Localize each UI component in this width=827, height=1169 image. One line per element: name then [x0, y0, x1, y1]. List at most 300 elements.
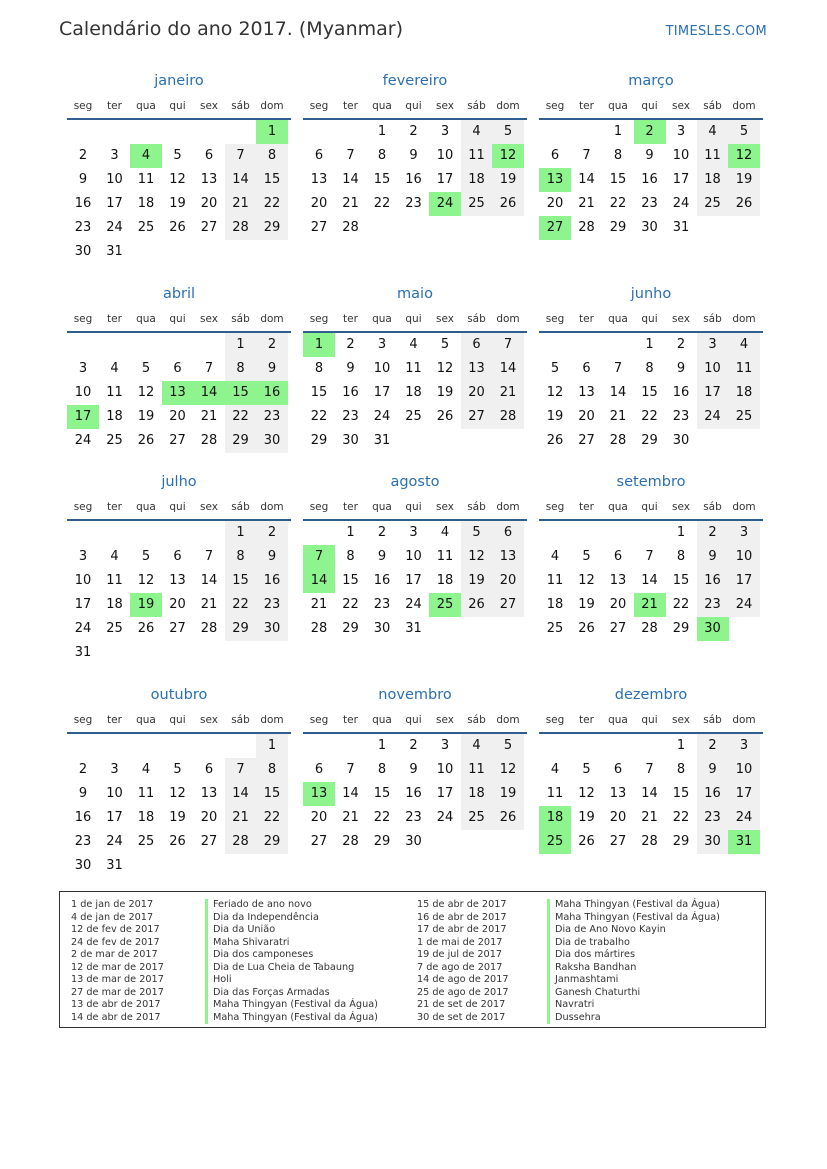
day-cell: 26: [492, 192, 524, 216]
day-cell: 24: [697, 405, 729, 429]
day-cell: 10: [436, 762, 454, 777]
day-cell: 20: [609, 810, 627, 825]
day-cell: 21: [200, 597, 218, 612]
day-cell: 1: [256, 734, 288, 758]
day-cell: 11: [106, 385, 123, 400]
day-cell: 30: [256, 429, 288, 453]
day-cell: 2: [676, 337, 686, 352]
day-cell: 30: [256, 617, 288, 641]
day-cell: 1: [225, 521, 257, 545]
day-cell: 29: [609, 220, 627, 235]
weekday-header: dom: [732, 714, 756, 726]
day-cell: 16: [697, 569, 729, 593]
day-cell: 28: [641, 834, 658, 849]
weekday-header: dom: [496, 100, 520, 112]
day-cell: 2: [256, 333, 288, 357]
day-cell: 28: [225, 830, 257, 854]
day-cell: 9: [256, 357, 288, 381]
weekday-header: sex: [672, 501, 690, 513]
day-cell: 29: [256, 830, 288, 854]
day-cell: 12: [436, 361, 454, 376]
day-cell: 4: [550, 549, 560, 564]
day-cell: 29: [672, 621, 690, 636]
day-cell: 26: [728, 192, 760, 216]
weekday-header: dom: [496, 501, 520, 513]
holiday-day-cell: 15: [225, 381, 257, 405]
weekday-header: sáb: [703, 714, 722, 726]
month-name: dezembro: [614, 687, 688, 703]
day-cell: 20: [310, 196, 328, 211]
day-cell: 3: [110, 762, 119, 777]
day-cell: 9: [78, 172, 88, 187]
day-cell: 27: [578, 433, 595, 448]
holiday-day-cell: 25: [539, 830, 571, 854]
day-cell: 3: [377, 337, 387, 352]
weekday-header: qua: [136, 313, 156, 325]
day-cell: 4: [110, 549, 119, 564]
weekday-header: sex: [672, 714, 690, 726]
day-cell: 30: [373, 621, 391, 636]
day-cell: 3: [110, 148, 119, 163]
day-cell: 14: [342, 172, 359, 187]
day-cell: 1: [377, 124, 387, 139]
day-cell: 22: [310, 409, 328, 424]
day-cell: 21: [342, 196, 359, 211]
day-cell: 14: [609, 385, 627, 400]
day-cell: 8: [346, 549, 355, 564]
day-cell: 24: [405, 597, 422, 612]
month-name: janeiro: [154, 73, 204, 89]
holiday-name: Maha Thingyan (Festival da Água): [547, 912, 720, 925]
holiday-name: Dia dos mártires: [547, 949, 720, 962]
weekday-header: qui: [169, 100, 186, 112]
holiday-day-cell: 13: [303, 782, 335, 806]
day-cell: 9: [346, 361, 355, 376]
weekday-header: qua: [372, 714, 392, 726]
day-cell: 30: [74, 244, 92, 259]
day-cell: 16: [641, 172, 658, 187]
weekday-header: sáb: [703, 501, 722, 513]
holiday-date: 12 de fev de 2017: [71, 924, 160, 935]
weekday-header: sáb: [231, 501, 250, 513]
weekday-header: qui: [405, 501, 422, 513]
holiday-day-cell: 31: [728, 830, 760, 854]
day-cell: 16: [672, 385, 690, 400]
weekday-header: sáb: [231, 313, 250, 325]
day-cell: 31: [672, 220, 690, 235]
holiday-name: Ganesh Chaturthi: [547, 987, 720, 1000]
day-cell: 22: [609, 196, 627, 211]
month-março: [539, 73, 763, 273]
day-cell: 29: [256, 216, 288, 240]
holiday-date: 7 de ago de 2017: [417, 961, 503, 973]
day-cell: 23: [74, 834, 92, 849]
day-cell: 18: [461, 168, 493, 192]
day-cell: 24: [436, 810, 454, 825]
day-cell: 13: [609, 786, 627, 801]
holiday-name: Maha Shivaratri: [205, 937, 378, 950]
day-cell: 18: [405, 385, 422, 400]
day-cell: 26: [461, 593, 493, 617]
weekday-header: ter: [343, 100, 358, 112]
weekday-header: ter: [343, 501, 358, 513]
day-cell: 28: [310, 621, 328, 636]
day-cell: 18: [106, 409, 123, 424]
weekday-header: ter: [579, 100, 594, 112]
day-cell: 18: [728, 381, 760, 405]
weekday-header: seg: [545, 501, 565, 513]
day-cell: 24: [728, 806, 760, 830]
holiday-name: Maha Thingyan (Festival da Água): [205, 1012, 378, 1025]
day-cell: 5: [440, 337, 450, 352]
day-cell: 4: [461, 734, 493, 758]
day-cell: 6: [613, 549, 623, 564]
month-fevereiro: [303, 73, 527, 273]
day-cell: 26: [546, 433, 564, 448]
day-cell: 21: [225, 806, 257, 830]
day-cell: 14: [200, 573, 218, 588]
weekday-header: sáb: [231, 100, 250, 112]
day-cell: 21: [310, 597, 328, 612]
day-cell: 7: [204, 361, 214, 376]
day-cell: 26: [436, 409, 454, 424]
month-name: junho: [630, 286, 672, 302]
day-cell: 20: [169, 409, 186, 424]
day-cell: 8: [225, 545, 257, 569]
weekday-header: sex: [436, 313, 454, 325]
day-cell: 11: [461, 758, 493, 782]
weekday-header: qui: [405, 313, 422, 325]
weekday-header: sáb: [467, 313, 486, 325]
weekday-header: sex: [200, 501, 218, 513]
weekday-header: sex: [672, 313, 690, 325]
day-cell: 4: [697, 120, 729, 144]
day-cell: 25: [106, 433, 123, 448]
day-cell: 25: [405, 409, 422, 424]
day-cell: 16: [697, 782, 729, 806]
day-cell: 7: [225, 144, 257, 168]
day-cell: 19: [492, 782, 524, 806]
day-cell: 25: [546, 621, 564, 636]
day-cell: 14: [225, 782, 257, 806]
day-cell: 15: [256, 168, 288, 192]
day-cell: 17: [436, 172, 454, 187]
day-cell: 18: [546, 597, 564, 612]
holiday-day-cell: 2: [634, 120, 666, 144]
weekday-header: seg: [545, 100, 565, 112]
day-cell: 17: [728, 569, 760, 593]
day-cell: 4: [461, 120, 493, 144]
day-cell: 24: [373, 409, 391, 424]
day-cell: 15: [609, 172, 627, 187]
month-name: outubro: [150, 687, 208, 703]
holiday-day-cell: 1: [256, 120, 288, 144]
day-cell: 17: [436, 786, 454, 801]
day-cell: 18: [461, 782, 493, 806]
day-cell: 27: [169, 621, 186, 636]
holiday-name: Dia dos camponeses: [205, 949, 378, 962]
day-cell: 14: [641, 786, 658, 801]
day-cell: 25: [728, 405, 760, 429]
month-dezembro: [539, 687, 763, 887]
day-cell: 22: [373, 196, 391, 211]
day-cell: 6: [550, 148, 560, 163]
day-cell: 21: [342, 810, 359, 825]
weekday-header: qui: [169, 313, 186, 325]
day-cell: 22: [672, 810, 690, 825]
day-cell: 22: [672, 597, 690, 612]
weekday-header: qui: [641, 714, 658, 726]
day-cell: 3: [440, 738, 450, 753]
weekday-header: qua: [608, 100, 628, 112]
weekday-header: ter: [107, 501, 122, 513]
day-cell: 2: [697, 521, 729, 545]
day-cell: 26: [492, 806, 524, 830]
day-cell: 2: [78, 762, 88, 777]
day-cell: 1: [676, 525, 686, 540]
day-cell: 20: [200, 810, 218, 825]
month-setembro: [539, 474, 763, 674]
weekday-header: qui: [641, 313, 658, 325]
weekday-header: seg: [73, 714, 93, 726]
day-cell: 28: [342, 834, 359, 849]
day-cell: 19: [492, 168, 524, 192]
day-cell: 6: [314, 148, 324, 163]
day-cell: 12: [169, 172, 186, 187]
weekday-header: dom: [260, 100, 284, 112]
day-cell: 17: [697, 381, 729, 405]
weekday-header: seg: [309, 313, 329, 325]
day-cell: 12: [461, 545, 493, 569]
day-cell: 31: [373, 433, 391, 448]
day-cell: 10: [728, 758, 760, 782]
weekday-header: dom: [496, 714, 520, 726]
day-cell: 31: [106, 244, 123, 259]
day-cell: 9: [377, 549, 387, 564]
day-cell: 3: [78, 361, 88, 376]
day-cell: 9: [645, 148, 654, 163]
weekday-header: qua: [608, 501, 628, 513]
day-cell: 1: [676, 738, 686, 753]
weekday-header: dom: [260, 501, 284, 513]
day-cell: 30: [672, 433, 690, 448]
day-cell: 22: [641, 409, 658, 424]
day-cell: 27: [492, 593, 524, 617]
day-cell: 27: [609, 834, 627, 849]
day-cell: 14: [342, 786, 359, 801]
holiday-day-cell: 14: [303, 569, 335, 593]
day-cell: 17: [672, 172, 690, 187]
weekday-header: sáb: [467, 100, 486, 112]
day-cell: 3: [728, 521, 760, 545]
month-agosto: [303, 474, 527, 674]
day-cell: 9: [409, 762, 418, 777]
day-cell: 19: [137, 409, 155, 424]
day-cell: 15: [342, 573, 359, 588]
weekday-header: seg: [73, 100, 93, 112]
day-cell: 28: [225, 216, 257, 240]
weekday-header: sex: [436, 714, 454, 726]
weekday-header: ter: [579, 501, 594, 513]
day-cell: 13: [492, 545, 524, 569]
day-cell: 9: [676, 361, 686, 376]
day-cell: 12: [492, 758, 524, 782]
holiday-legend: [59, 891, 766, 1028]
day-cell: 20: [169, 597, 186, 612]
day-cell: 15: [672, 573, 690, 588]
day-cell: 16: [74, 810, 92, 825]
holiday-date: 1 de mai de 2017: [417, 936, 503, 948]
day-cell: 21: [492, 381, 524, 405]
day-cell: 12: [137, 573, 155, 588]
day-cell: 10: [672, 148, 690, 163]
day-cell: 2: [409, 124, 418, 139]
day-cell: 5: [550, 361, 560, 376]
weekday-header: sex: [200, 313, 218, 325]
holiday-day-cell: 16: [256, 381, 288, 405]
day-cell: 17: [373, 385, 391, 400]
holiday-name: Dia de Lua Cheia de Tabaung: [205, 962, 378, 975]
holiday-date: 4 de jan de 2017: [71, 911, 154, 923]
day-cell: 15: [310, 385, 328, 400]
day-cell: 3: [728, 734, 760, 758]
weekday-header: sex: [200, 714, 218, 726]
weekday-header: qua: [136, 714, 156, 726]
site-link[interactable]: TIMESLES.COM: [665, 24, 767, 39]
day-cell: 19: [546, 409, 564, 424]
day-cell: 20: [310, 810, 328, 825]
day-cell: 23: [697, 593, 729, 617]
day-cell: 29: [641, 433, 658, 448]
day-cell: 13: [200, 786, 218, 801]
day-cell: 22: [225, 593, 257, 617]
day-cell: 6: [204, 148, 214, 163]
day-cell: 23: [342, 409, 359, 424]
weekday-header: seg: [309, 100, 329, 112]
weekday-header: dom: [260, 313, 284, 325]
day-cell: 16: [342, 385, 359, 400]
legend-dates-column: [417, 899, 509, 1024]
weekday-header: qua: [372, 100, 392, 112]
day-cell: 8: [314, 361, 324, 376]
day-cell: 30: [641, 220, 658, 235]
day-cell: 7: [346, 762, 355, 777]
day-cell: 9: [78, 786, 88, 801]
day-cell: 1: [346, 525, 355, 540]
day-cell: 11: [137, 172, 155, 187]
weekday-header: qua: [608, 313, 628, 325]
holiday-date: 2 de mar de 2017: [71, 949, 158, 960]
day-cell: 28: [641, 621, 658, 636]
day-cell: 26: [169, 834, 186, 849]
day-cell: 20: [546, 196, 564, 211]
holiday-date: 27 de mar de 2017: [71, 986, 164, 998]
weekday-header: seg: [73, 313, 93, 325]
holiday-day-cell: 21: [634, 593, 666, 617]
month-name: fevereiro: [382, 73, 448, 89]
weekday-header: qui: [641, 100, 658, 112]
day-cell: 29: [342, 621, 359, 636]
day-cell: 14: [578, 172, 595, 187]
weekday-header: seg: [545, 714, 565, 726]
day-cell: 7: [346, 148, 355, 163]
holiday-name: Maha Thingyan (Festival da Água): [205, 999, 378, 1012]
weekday-header: qua: [372, 313, 392, 325]
day-cell: 2: [78, 148, 88, 163]
day-cell: 19: [436, 385, 454, 400]
day-cell: 10: [436, 148, 454, 163]
holiday-day-cell: 12: [728, 144, 760, 168]
holiday-day-cell: 13: [162, 381, 194, 405]
weekday-header: ter: [579, 714, 594, 726]
weekday-header: seg: [545, 313, 565, 325]
day-cell: 30: [697, 830, 729, 854]
day-cell: 10: [106, 172, 123, 187]
holiday-date: 13 de mar de 2017: [71, 974, 164, 985]
day-cell: 6: [613, 762, 623, 777]
day-cell: 21: [641, 810, 658, 825]
day-cell: 13: [461, 357, 493, 381]
weekday-header: ter: [107, 313, 122, 325]
day-cell: 12: [137, 385, 155, 400]
holiday-name: Dia da União: [205, 924, 378, 937]
day-cell: 20: [492, 569, 524, 593]
day-cell: 8: [256, 144, 288, 168]
day-cell: 31: [74, 645, 92, 660]
day-cell: 5: [492, 734, 524, 758]
day-cell: 7: [204, 549, 214, 564]
weekday-header: qui: [169, 501, 186, 513]
holiday-name: Dia de Ano Novo Kayin: [547, 924, 720, 937]
day-cell: 19: [169, 810, 186, 825]
day-cell: 24: [74, 621, 92, 636]
day-cell: 17: [106, 196, 123, 211]
weekday-header: seg: [309, 501, 329, 513]
holiday-date: 25 de ago de 2017: [417, 986, 509, 998]
month-name: agosto: [390, 474, 440, 490]
day-cell: 9: [409, 148, 418, 163]
holiday-date: 19 de jul de 2017: [417, 949, 503, 960]
day-cell: 19: [461, 569, 493, 593]
day-cell: 10: [697, 357, 729, 381]
weekday-header: seg: [73, 501, 93, 513]
day-cell: 7: [645, 762, 654, 777]
month-name: novembro: [378, 687, 452, 703]
weekday-header: ter: [343, 313, 358, 325]
day-cell: 3: [440, 124, 450, 139]
month-junho: [539, 286, 763, 486]
day-cell: 13: [200, 172, 218, 187]
day-cell: 10: [106, 786, 123, 801]
day-cell: 27: [310, 220, 328, 235]
day-cell: 23: [373, 597, 391, 612]
weekday-header: dom: [732, 313, 756, 325]
legend-names-column: [547, 899, 720, 1024]
day-cell: 3: [676, 124, 686, 139]
weekday-header: ter: [107, 714, 122, 726]
day-cell: 21: [578, 196, 595, 211]
day-cell: 16: [256, 569, 288, 593]
holiday-name: Dia de trabalho: [547, 937, 720, 950]
day-cell: 8: [377, 762, 387, 777]
day-cell: 7: [645, 549, 654, 564]
month-name: maio: [397, 286, 433, 302]
day-cell: 6: [314, 762, 324, 777]
weekday-header: ter: [107, 100, 122, 112]
day-cell: 30: [74, 858, 92, 873]
holiday-day-cell: 18: [539, 806, 571, 830]
day-cell: 13: [609, 573, 627, 588]
